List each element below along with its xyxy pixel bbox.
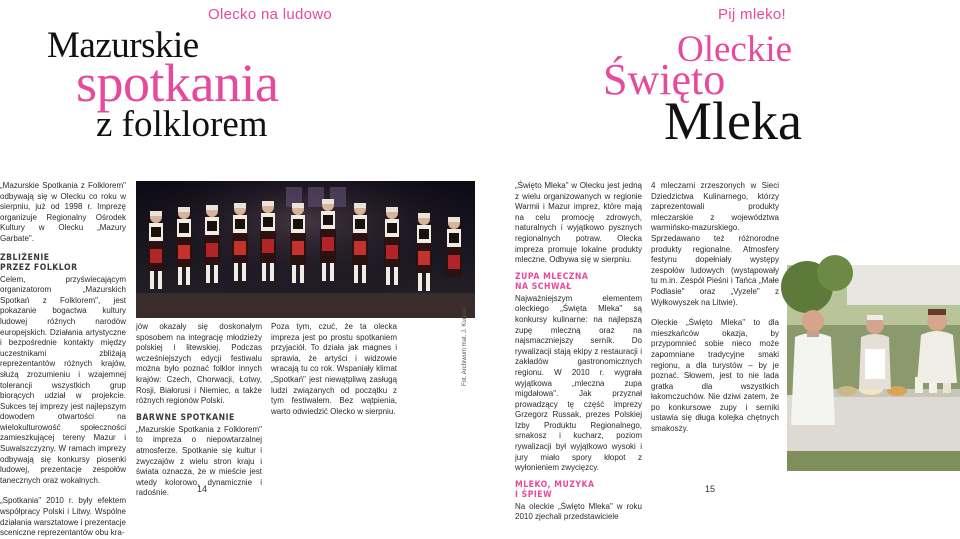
body-paragraph-2: „Mazurskie Spotkania z Folklorem" to impreza o niepowtarzalnej atmosferze. Spotkanie się kultur i zwyczajów z wielu stron kraju i świata oznacza, że w mieście jest wtedy kolorowo, dynamicznie i radośnie. [136, 424, 262, 498]
body-paragraph-2: Oleckie „Święto Mleka" to dla mieszkańców okazja, by przypomnieć sobie nieco może zapomniane tradycyjne smaki regionu, a dla turystów – by je poznać. Słowem, jest to nie lada gratka dla wszystkich łakomczuchów. Nie dziwi zatem, że po konkursowe zupy i serniki ustawia się długa kolejka chętnych smakoszy. [651, 318, 779, 434]
right-column-1 [515, 181, 642, 523]
left-column-3 [271, 322, 397, 417]
left-column-1 [0, 181, 126, 539]
dancers-image [136, 181, 475, 318]
title-oleckie: Oleckie [677, 29, 793, 70]
page-number-right: 15 [705, 484, 716, 494]
section-label-right: Pij mleko! [718, 6, 787, 23]
section-label-left: Olecko na ludowo [208, 6, 333, 23]
heading-na-schwal: NA SCHWAŁ [515, 281, 572, 292]
title-line-2: spotkania [76, 53, 279, 113]
title-line-1: Mazurskie [47, 25, 199, 66]
heading-i-spiew: I ŚPIEW [515, 489, 553, 500]
heading-zupa-mleczna: ZUPA MLECZNA [515, 271, 589, 282]
heading-zblizenie: ZBLIŻENIE [0, 252, 50, 263]
market-stall-image [787, 265, 960, 471]
milk-festival-photo [787, 265, 960, 471]
body-paragraph: 4 mleczarni zrzeszonych w Sieci Dziedzictwa Kulinarnego, którzy zaprezentowali produkty mleczarskie z województwa warmińsko-mazurskiego. Sprzedawano też różnorodne produkty regionalne. Atmosfery festynu dopełniały występy zespołów ludowych (wystąpowały tu m.in. Zespół Pieśni i Tańca „Małe Podlasie" oraz „Vyzele" z Wyłkowyszek na Litwie). [651, 181, 779, 307]
festival-dancers-photo [136, 181, 475, 318]
photo-credit: Fot. Archiwum mat. J. Kunicki [462, 307, 468, 386]
page-number-left: 14 [197, 484, 208, 494]
intro-paragraph: „Święto Mleka" w Olecku jest jedną z wielu organizowanych w regionie Warmii i Mazur imprez, które mają na celu promocję zdrowych, naturalnych i wyjątkowo pysznych regionalnych potraw. Olecka impreza promuje lokalne produkty mleczne. Odbywa się w sierpniu. [515, 181, 642, 265]
intro-paragraph: „Mazurskie Spotkania z Folklorem" odbywają się w Olecku co roku w sierpniu, już od 1998 r. Imprezę organizuje Regionalny Ośrodek Kultury w Olecku „Mazury Garbate". [0, 181, 126, 243]
right-column-2 [651, 181, 779, 435]
body-paragraph: jów okazały się doskonałym sposobem na integrację młodzieży polskiej i litewskiej. Podczas wcześniejszych edycji festiwalu można było poznać folklor innych krajów: Czech, Chorwacji, Łotwy, Rosji, Białorusi i Niemiec, a także różnych regionów Polski. [136, 322, 262, 406]
heading-barwne-spotkanie: BARWNE SPOTKANIE [136, 412, 235, 423]
heading-mleko-muzyka: MLEKO, MUZYKA [515, 479, 595, 490]
body-paragraph: Najważniejszym elementem oleckiego „Święta Mleka" są konkursy kulinarne: na najlepszą zupę mleczną oraz na najsmaczniejszy serník. Do rywalizacji stają ekipy z restauracji i zakładów gastronomicznych regionu. W 2010 r. wygrała wyjątkowa „mleczna zupa migdałowa". Jak przyznał prowadzący tę część imprezy Grzegorz Russak, prezes Polskiej Izby Produktu Regionalnego, smakosz i kucharz, poziom rywalizacji był wyjątkowo wysoki i jury miało spory kłopot z wyłonieniem zwycięzcy. [515, 293, 642, 473]
body-paragraph: Poza tym, czuć, że ta olecka impreza jest po prostu spotkaniem przyjaciół. To działa jak magnes i sprawia, że artyści i widzowie wracają tu co rok. Wspaniały klimat „Spotkań" jest niewątpliwą zasługą ludzi związanych od początku z tym festiwalem. Bez wątpienia, warto odwiedzić Olecko w sierpniu. [271, 322, 397, 416]
title-line-3: z folklorem [96, 104, 268, 145]
body-paragraph-2: „Spotkania" 2010 r. były efektem współpracy Polski i Litwy. Wspólne działania warsztatowe i prezentacje sceniczne reprezentantów obu kra- [0, 496, 126, 538]
title-swieto: Święto [603, 55, 726, 104]
heading-przez-folklor: PRZEZ FOLKLOR [0, 262, 78, 273]
body-paragraph: Celem, przyświecającym organizatorom „Mazurskich Spotkań z Folklorem", jest pokazanie bogactwa kultury ludowej różnych narodów europejskich. Działania artystyczne i bezpośrednie kontakty między uczestnikami zbliżają reprezentantów różnych krajów, służą zrozumieniu i wzajemnej tolerancji wszystkich grup biorących udział w projekcie. Sukces tej imprezy jest najlepszym dowodem otwartości na wielokulturowość społeczności zamieszkującej tereny Mazur i Suwalszczyzny. W ramach imprezy odbywają się konkursy piosenki ludowej, prezentacje zespołów tanecznych oraz wokalnych. [0, 274, 126, 485]
body-paragraph-2: Na oleckie „Święto Mleka" w roku 2010 zjechali przedstawiciele [515, 501, 642, 522]
left-column-2 [136, 322, 262, 499]
title-mleka: Mleka [664, 91, 802, 151]
